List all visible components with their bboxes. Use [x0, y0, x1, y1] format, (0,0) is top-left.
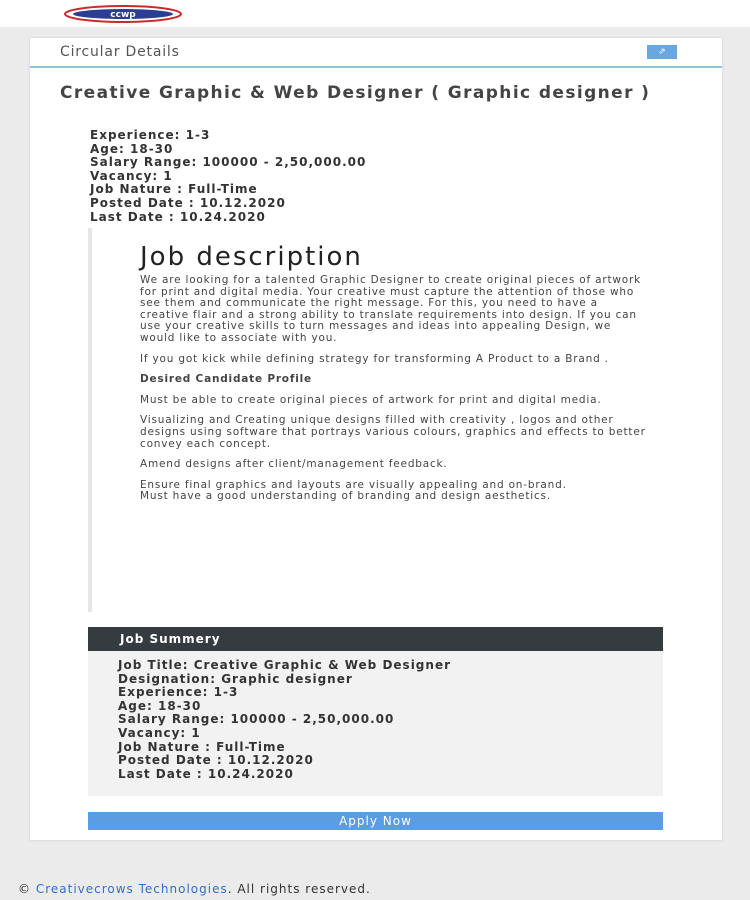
job-summary-list: [118, 659, 451, 781]
candidate-profile-heading: Desired Candidate Profile: [140, 373, 312, 386]
company-logo[interactable]: [63, 3, 183, 23]
footer-company-link[interactable]: Creativecrows Technologies: [35, 882, 228, 896]
meta-age: Age: 18-30: [90, 141, 174, 156]
meta-last-date: Last Date : 10.24.2020: [90, 209, 266, 224]
summary-job-nature: Job Nature : Full-Time: [118, 739, 286, 754]
summary-posted-date: Posted Date : 10.12.2020: [118, 753, 314, 768]
job-meta: [90, 129, 366, 224]
job-description: [88, 228, 648, 612]
card-title: Circular Details: [60, 44, 180, 60]
footer: [18, 882, 371, 896]
meta-job-nature: Job Nature : Full-Time: [90, 182, 258, 197]
job-summary-title: Job Summery: [120, 632, 221, 646]
circular-card: [30, 38, 722, 840]
summary-last-date: Last Date : 10.24.2020: [118, 766, 294, 781]
description-paragraph: Ensure final graphics and layouts are visually appealing and on-brand.: [140, 478, 567, 491]
description-heading: Job description: [140, 242, 363, 272]
description-paragraph: Visualizing and Creating unique designs filled with creativity , logos and other designs using software that portrays various colours, graphics and effects to better convey each concept.: [140, 414, 646, 450]
footer-rights: . All rights reserved.: [227, 882, 371, 896]
job-title: Creative Graphic & Web Designer ( Graphic designer ): [60, 83, 651, 103]
share-button[interactable]: [647, 45, 677, 59]
description-paragraph: We are looking for a talented Graphic Designer to create original pieces of artwork for print and digital media. Your creative must capture the attention of those who see them and communicate the right message. For this, you need to have a creative flair and a strong ability to translate requirements into design. If you can use your creative skills to turn messages and ideas into appealing Design, we would like to associate with you.: [140, 274, 641, 344]
apply-now-button[interactable]: Apply Now: [88, 812, 663, 830]
share-icon: ⇗: [658, 47, 666, 57]
svg-text:ccwp: ccwp: [110, 10, 136, 20]
meta-posted-date: Posted Date : 10.12.2020: [90, 195, 286, 210]
description-paragraph: If you got kick while defining strategy for transforming A Product to a Brand .: [140, 352, 609, 365]
summary-experience: Experience: 1-3: [118, 685, 239, 700]
footer-copyright: ©: [18, 882, 36, 896]
card-header: [30, 38, 722, 68]
job-summary-header: [88, 627, 663, 651]
summary-age: Age: 18-30: [118, 698, 202, 713]
top-bar: [0, 0, 750, 27]
meta-salary: Salary Range: 100000 - 2,50,000.00: [90, 155, 367, 170]
description-paragraph: Must have a good understanding of branding and design aesthetics.: [140, 490, 551, 503]
summary-job-title: Job Title: Creative Graphic & Web Designer: [118, 658, 451, 672]
summary-vacancy: Vacancy: 1: [118, 725, 201, 740]
meta-vacancy: Vacancy: 1: [90, 168, 173, 183]
summary-designation: Designation: Graphic designer: [118, 671, 353, 686]
description-paragraph: Must be able to create original pieces of artwork for print and digital media.: [140, 393, 602, 406]
meta-experience: Experience: 1-3: [90, 128, 211, 142]
summary-salary: Salary Range: 100000 - 2,50,000.00: [118, 712, 395, 727]
job-summary-body: [88, 651, 663, 796]
description-paragraph: Amend designs after client/management feedback.: [140, 458, 448, 471]
